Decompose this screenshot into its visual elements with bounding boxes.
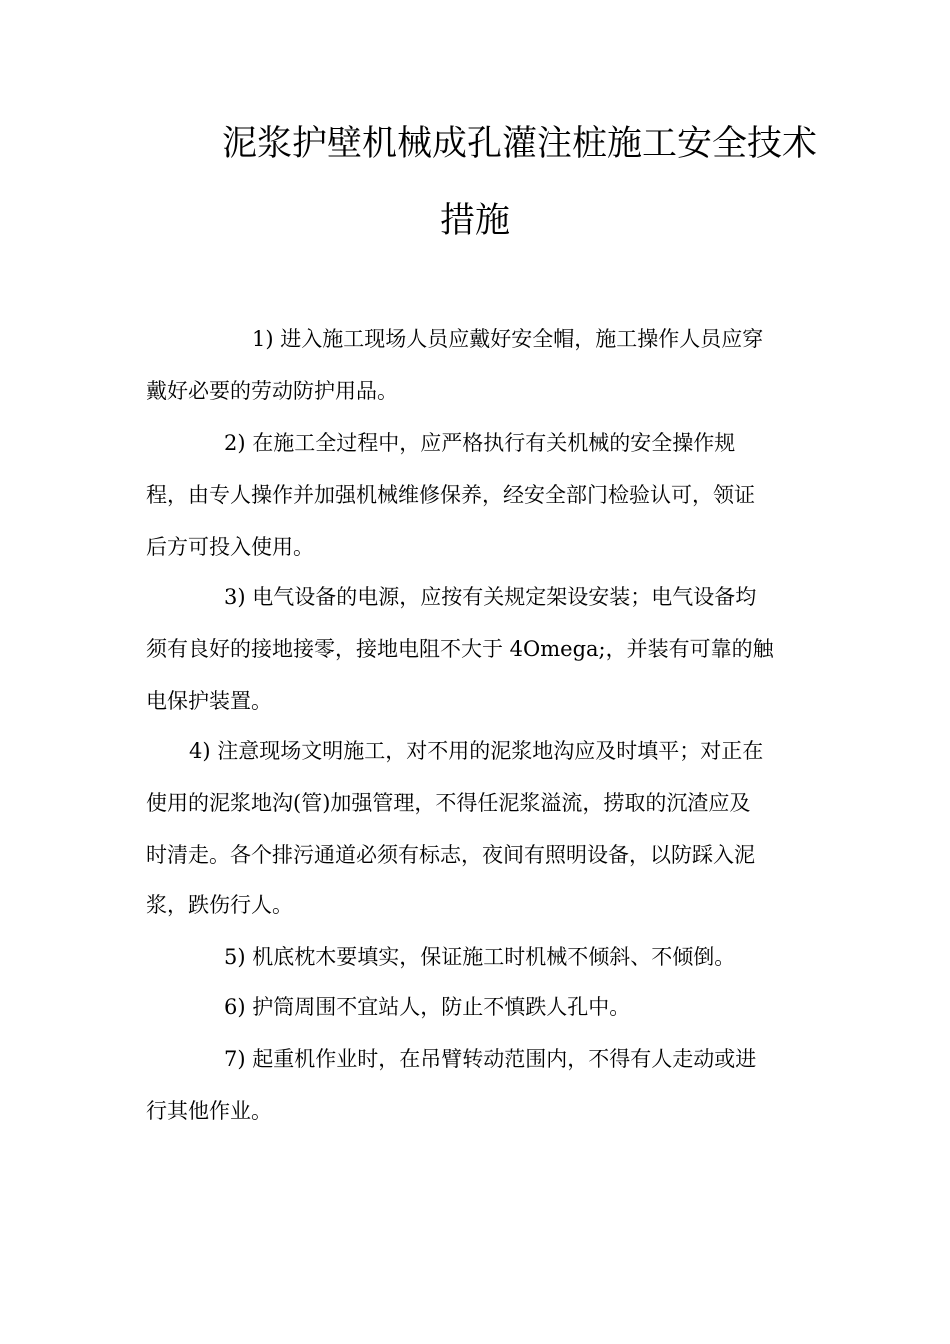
paragraph-4-line-3: 时清走。各个排污通道必须有标志，夜间有照明设备，以防踩入泥 (146, 843, 755, 867)
paragraph-4-line-1: 4) 注意现场文明施工，对不用的泥浆地沟应及时填平；对正在 (189, 739, 764, 763)
paragraph-2-line-3: 后方可投入使用。 (146, 535, 314, 559)
paragraph-2-line-2: 程，由专人操作并加强机械维修保养，经安全部门检验认可，领证 (146, 483, 755, 507)
paragraph-1-line-2: 戴好必要的劳动防护用品。 (146, 379, 398, 403)
paragraph-7-line-2: 行其他作业。 (146, 1099, 272, 1123)
paragraph-6-line-1: 6) 护筒周围不宜站人，防止不慎跌人孔中。 (224, 995, 631, 1019)
paragraph-7-line-1: 7) 起重机作业时，在吊臂转动范围内，不得有人走动或进 (224, 1047, 757, 1071)
paragraph-3-line-3: 电保护装置。 (146, 689, 272, 713)
paragraph-3-line-2: 须有良好的接地接零，接地电阻不大于 4Omega;，并装有可靠的触 (146, 637, 774, 661)
paragraph-4-line-4: 浆，跌伤行人。 (146, 893, 293, 917)
paragraph-4-line-2: 使用的泥浆地沟(管)加强管理，不得任泥浆溢流，捞取的沉渣应及 (146, 791, 751, 815)
document-title-line-1: 泥浆护壁机械成孔灌注桩施工安全技术 (222, 124, 818, 164)
document-title-line-2: 措施 (440, 201, 511, 241)
paragraph-2-line-1: 2) 在施工全过程中，应严格执行有关机械的安全操作规 (224, 431, 736, 455)
paragraph-3-line-1: 3) 电气设备的电源，应按有关规定架设安装；电气设备均 (224, 585, 757, 609)
paragraph-5-line-1: 5) 机底枕木要填实，保证施工时机械不倾斜、不倾倒。 (224, 945, 736, 969)
paragraph-1-line-1: 1) 进入施工现场人员应戴好安全帽，施工操作人员应穿 (252, 327, 764, 351)
